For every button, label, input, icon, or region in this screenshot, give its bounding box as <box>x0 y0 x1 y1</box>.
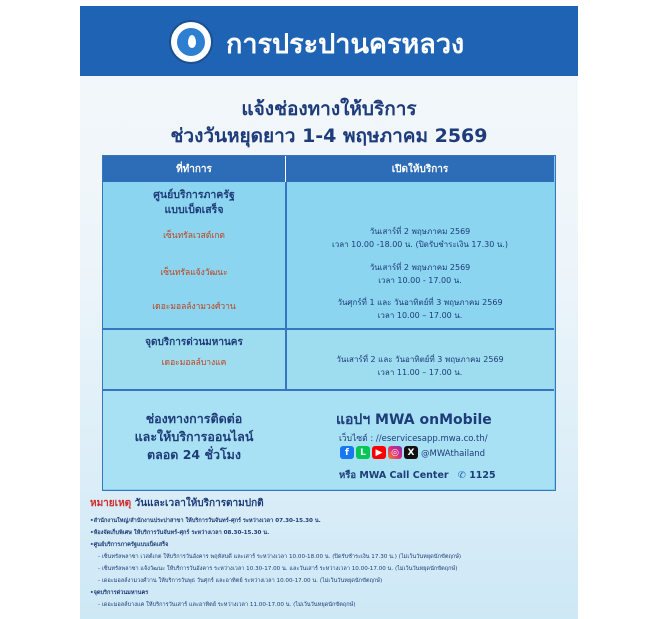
facebook-icon[interactable]: f <box>340 446 354 459</box>
online-heading: ตลอด 24 ชั่วโมง <box>146 447 242 462</box>
mwa-logo <box>169 20 213 64</box>
online-heading: ช่องทางการติดต่อ <box>145 411 243 426</box>
announcement-poster <box>80 6 578 619</box>
service-date: วันศุกร์ที่ 1 และ วันอาทิตย์ที่ 3 พฤษภาคม 2569 <box>337 298 503 307</box>
location-name: เดอะมอลล์บางแค <box>161 358 227 368</box>
social-handle: @MWAthailand <box>421 449 486 459</box>
youtube-icon[interactable]: ▶ <box>372 446 386 459</box>
instagram-icon[interactable]: ◎ <box>388 446 402 459</box>
note-line: - เดอะมอลล์งามวงศ์วาน ให้บริการวันพุธ วันศุกร์ และอาทิตย์ ระหว่างเวลา 10.00-17.00 น. (ไม่เว้นวันหยุดนักขัตฤกษ์) <box>98 578 383 584</box>
website-link[interactable]: เว็บไซต์ : //eservicesapp.mwa.co.th/ <box>339 434 488 444</box>
notes-label-rest: วันและเวลาให้บริการตามปกติ <box>131 498 264 509</box>
online-heading: และให้บริการออนไลน์ <box>134 429 254 444</box>
poster-subtitle: ช่วงวันหยุดยาว 1-4 พฤษภาคม 2569 <box>170 125 488 147</box>
service-date: วันเสาร์ที่ 2 และ วันอาทิตย์ที่ 3 พฤษภาคม 2569 <box>336 355 504 364</box>
note-line: •ศูนย์บริการภาครัฐแบบเบ็ดเสร็จ <box>90 542 169 548</box>
row-divider <box>103 328 554 330</box>
note-line: •จุดบริการด่วนมหานคร <box>90 590 149 596</box>
note-line: - เดอะมอลล์บางแค ให้บริการวันเสาร์ และอาทิตย์ ระหว่างเวลา 11.00-17.00 น. (ไม่เว้นวันหยุดนักขัตฤกษ์) <box>98 602 356 608</box>
call-center-number[interactable]: 1125 <box>469 470 496 481</box>
location-name: เดอะมอลล์งามวงศ์วาน <box>152 302 236 312</box>
section-heading: จุดบริการด่วนมหานคร <box>145 337 243 348</box>
note-line: - เซ็นทรัลพลาซา แจ้งวัฒนะ ให้บริการวันอังคาร ระหว่างเวลา 10.30-17.00 น. และวันเสาร์ ระหว่างเวลา 10.00-17.00 น. (ไม่เว้นวันหยุดนักขัตฤกษ์) <box>98 566 458 572</box>
org-name: การประปานครหลวง <box>226 29 465 60</box>
notes-label: หมายเหตุ <box>90 498 132 509</box>
service-hours: เวลา 10.00 – 17.00 น. <box>377 311 463 320</box>
service-hours: เวลา 11.00 – 17.00 น. <box>377 368 463 377</box>
header-bar <box>80 6 578 76</box>
x-icon[interactable]: X <box>404 446 418 459</box>
location-name: เซ็นทรัลเวสต์เกต <box>163 231 225 241</box>
note-line: •ห้องจัดเก็บพิเศษ ให้บริการวันจันทร์-ศุกร์ ระหว่างเวลา 08.30-15.30 น. <box>90 530 270 536</box>
call-center-label: หรือ MWA Call Center <box>339 470 449 481</box>
column-header-service: เปิดให้บริการ <box>286 156 554 182</box>
line-icon[interactable]: L <box>356 446 370 459</box>
section-heading: แบบเบ็ดเสร็จ <box>164 204 224 216</box>
service-hours: เวลา 10.00 - 17.00 น. <box>378 276 462 285</box>
note-line: - เซ็นทรัลพลาซา เวสต์เกต ให้บริการวันอังคาร พฤหัสบดี และเสาร์ ระหว่างเวลา 10.00-18.00 น. (ปิดรับชำระเงิน 17.30 น.) (ไม่เว้นวันหยุดนักขัตฤกษ์) <box>98 554 462 560</box>
app-name: แอปฯ MWA onMobile <box>336 412 492 428</box>
note-line: •สำนักงานใหญ่/สำนักงานประปาสาขา ให้บริการวันจันทร์-ศุกร์ ระหว่างเวลา 07.30-15.30 น. <box>90 518 321 524</box>
notes-heading <box>90 496 264 511</box>
column-header-location: ที่ทำการ <box>103 156 286 182</box>
poster-title: แจ้งช่องทางให้บริการ <box>241 98 417 120</box>
phone-icon: ✆ <box>457 470 466 481</box>
social-icons <box>340 446 418 459</box>
service-hours: เวลา 10.00 -18.00 น. (ปิดรับชำระเงิน 17.30 น.) <box>331 240 508 249</box>
service-table <box>102 155 556 491</box>
call-center <box>339 468 496 483</box>
row-divider <box>103 389 554 391</box>
service-date: วันเสาร์ที่ 2 พฤษภาคม 2569 <box>369 227 471 236</box>
service-date: วันเสาร์ที่ 2 พฤษภาคม 2569 <box>369 263 471 272</box>
section-heading: ศูนย์บริการภาครัฐ <box>153 189 235 201</box>
location-name: เซ็นทรัลแจ้งวัฒนะ <box>160 268 228 278</box>
